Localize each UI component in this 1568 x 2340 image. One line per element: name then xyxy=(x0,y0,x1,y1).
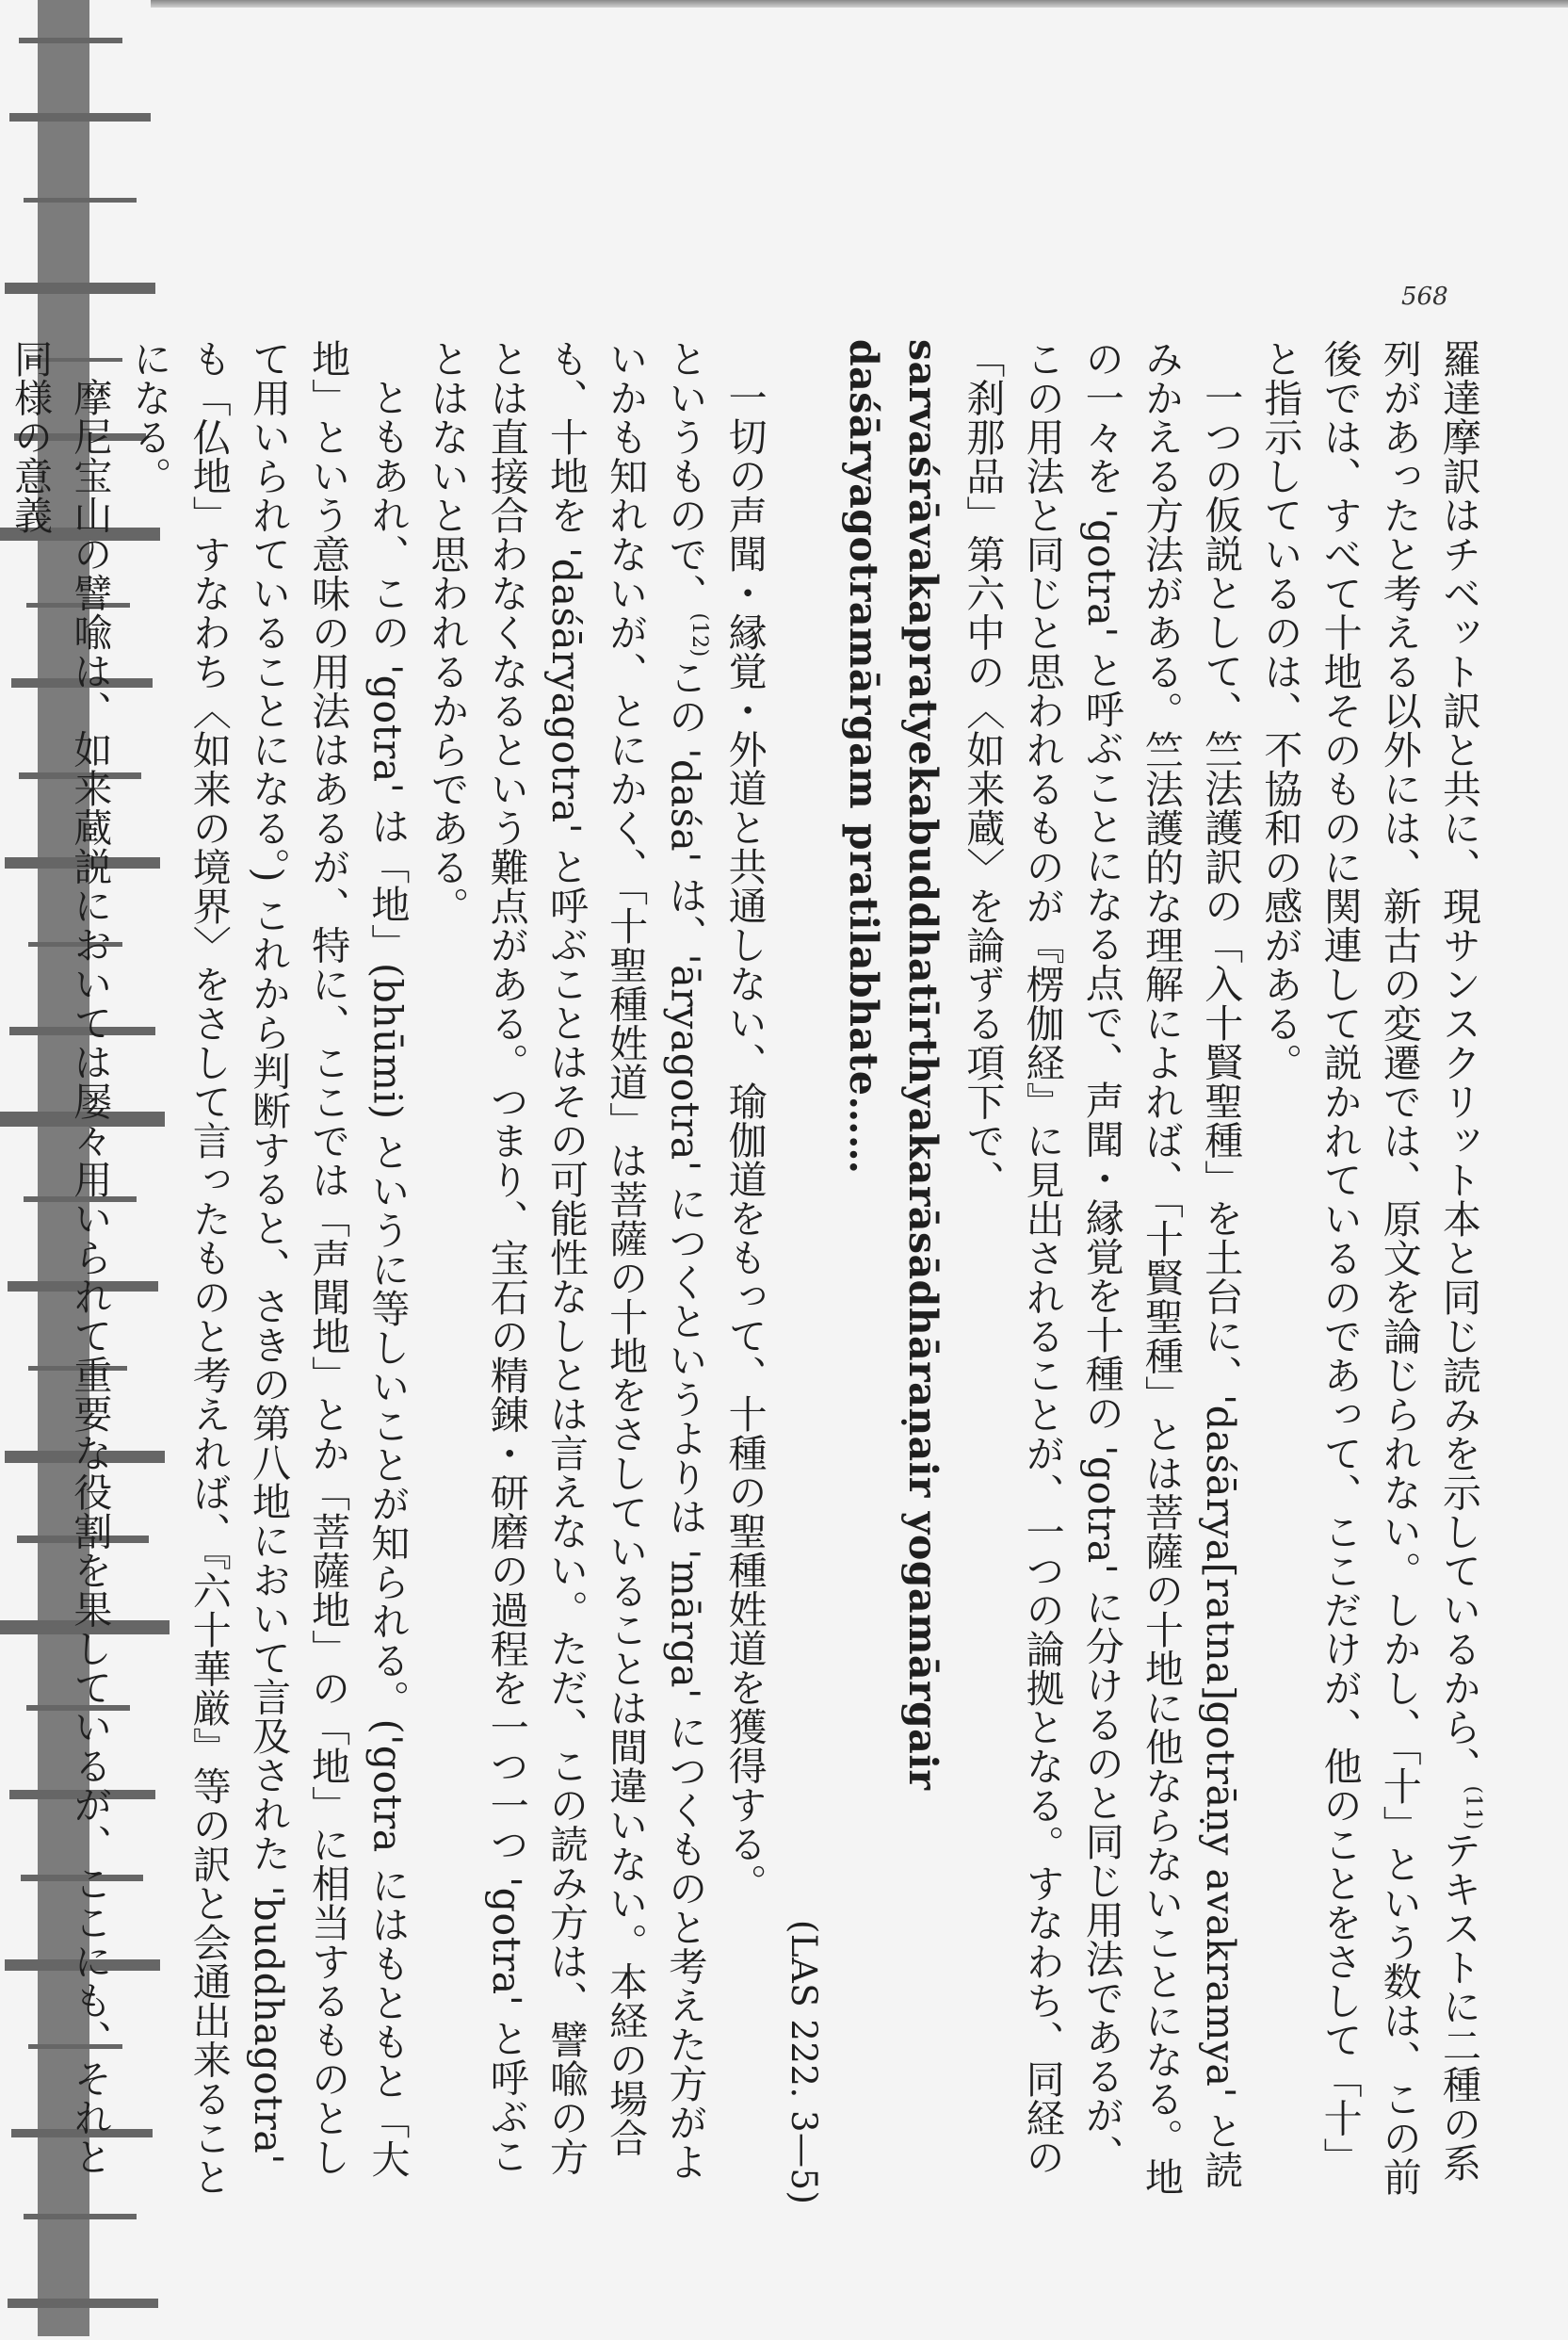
scan-top-edge xyxy=(151,0,1568,8)
paragraph-4-part-2: この 'daśa' は、'āryagotra' につくというよりは 'mārga' につくものと考えた方がよいかも知れないが、とにかく、「十聖種姓道」は菩薩の十地をさしていることは間違いない。本経の場合も、十地を 'daśāryagotra' と呼ぶことはその可能性なしとは言えない。ただ、この読み方は、譬喩の方とは直接合わなくなるという難点がある。つまり、宝石の精錬・研磨の過程を一つ一つ 'gotra' と呼ぶことはないと思われるからである。 xyxy=(424,339,708,2182)
paragraph-6: 摩尼宝山の譬喩は、如来蔵説においては屡々用いられて重要な役割を果しているが、ここにも、それと同様の意義 xyxy=(8,339,113,2176)
paragraph-4 xyxy=(416,339,714,2204)
page-number: 568 xyxy=(1401,283,1448,311)
quote-translation: 一切の声聞・縁覚・外道と共通しない、瑜伽道をもって、十種の聖種姓道を獲得する。 xyxy=(721,378,768,1903)
paragraph-1 xyxy=(1250,339,1488,2204)
las-citation: (LAS 222. 3—5) xyxy=(783,1919,824,2204)
footnote-ref-12: (12) xyxy=(687,612,712,658)
paragraph-1-part-1: 羅達摩訳はチベット訳と共に、現サンスクリット本と同じ読みを示しているから、 xyxy=(1436,339,1481,1786)
sanskrit-quote: sarvaśrāvakapratyekabuddhatīrthyakarāsādhāraṇair yogamārgair daśāryagotramārgam pratilabhate…… xyxy=(840,339,946,1791)
paragraph-1-part-2: テキストに二種の系列があったと考える以外には、新古の変遷では、原文を論じられない。しかし、「十」という数は、この前後では、すべて十地そのものに関連して説かれているのであって、ここだけが、他のことをさして「十」と指示しているのは、不協和の感がある。 xyxy=(1257,339,1481,2197)
paragraph-2: 一つの仮説として、竺法護訳の「入十賢聖種」を土台に、'daśārya[ratna]gotrāṇy avakramya' と読みかえる方法がある。竺法護的な理解によれば、「十賢聖種」とは菩薩の十地に他ならないことになる。地の一々を 'gotra' と呼ぶことになる点で、声聞・縁覚を十種の 'gotra' に分けるのと同じ用法であるが、この用法と同じと思われるものが『楞伽経』に見出されることが、一つの論拠となる。すなわち、同経の「刹那品」第六中の〈如来蔵〉を論ずる項下で、 xyxy=(960,339,1244,2197)
footnote-ref-11: (11) xyxy=(1461,1785,1485,1830)
paragraph-4-part-1: というもので、 xyxy=(662,339,708,613)
paragraph-5: ともあれ、この 'gotra' は「地」(bhūmi) というに等しいことが知られる。('gotra にはもともと「大地」という意味の用法はあるが、特に、ここでは「声聞地」とか「菩薩地」の「地」に相当するものとして用いられていることになる。) これから判断すると、さきの第八地において言及された 'buddhagotra' も「仏地」すなわち〈如来の境界〉をさして言ったものと考えれば、『六十華厳』等の訳と会通出来ることになる。 xyxy=(126,339,411,2197)
main-text-vertical xyxy=(8,339,1488,2204)
